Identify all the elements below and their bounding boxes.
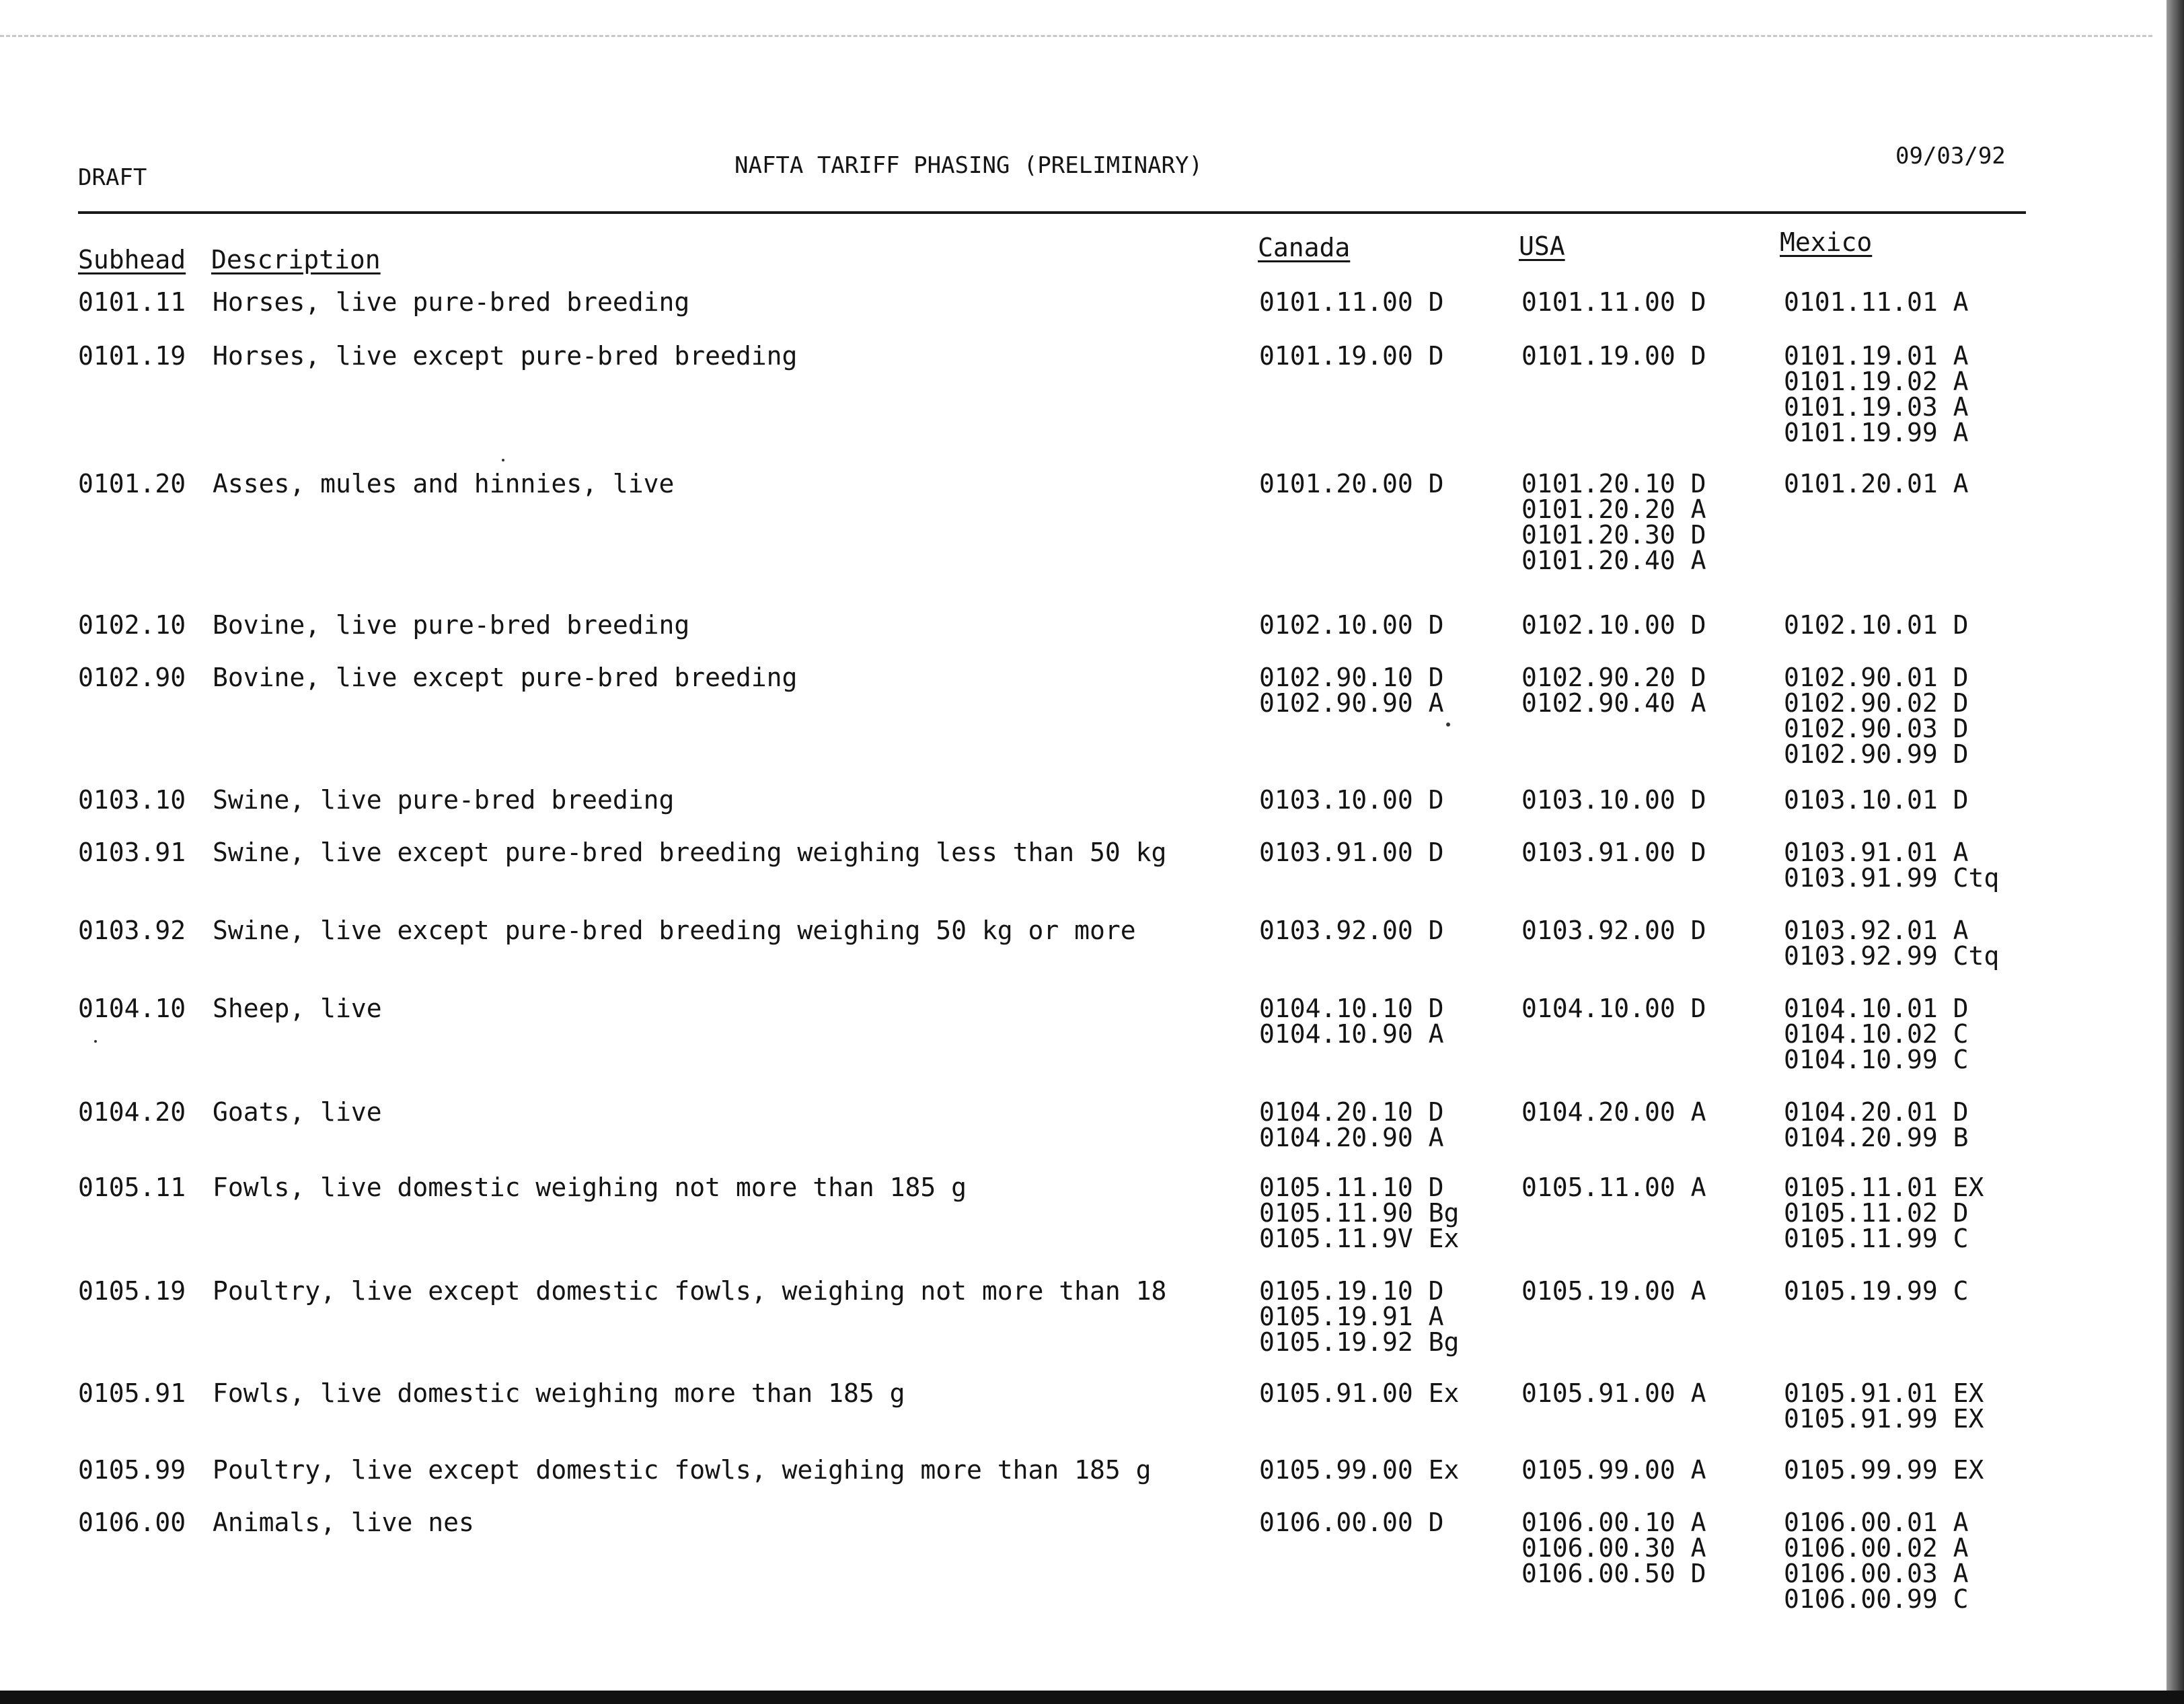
mexico-tariff-code: 0106.00.99 C — [1784, 1584, 1969, 1614]
usa-codes-cell — [1521, 1099, 1784, 1125]
table-row — [78, 1457, 2039, 1483]
canada-tariff-code: 0105.91.00 Ex — [1259, 1378, 1460, 1408]
usa-codes-cell — [1521, 787, 1784, 813]
description-cell: Asses, mules and hinnies, live — [213, 469, 675, 498]
usa-codes-cell — [1521, 343, 1784, 369]
document-title: NAFTA TARIFF PHASING (PRELIMINARY) — [735, 152, 1203, 179]
canada-codes-cell — [1259, 996, 1521, 1047]
subhead-cell: 0102.10 — [78, 610, 186, 640]
mexico-codes-cell — [1784, 1175, 2039, 1251]
scan-speck — [1446, 723, 1450, 727]
subhead-cell: 0104.20 — [78, 1097, 186, 1127]
mexico-tariff-code: 0102.90.03 D — [1784, 714, 1969, 743]
mexico-tariff-code: 0101.19.02 A — [1784, 367, 1969, 396]
mexico-tariff-code: 0101.11.01 A — [1784, 287, 1969, 317]
usa-tariff-code: 0101.20.20 A — [1521, 494, 1706, 524]
usa-tariff-code: 0104.10.00 D — [1521, 994, 1706, 1023]
header-rule — [78, 211, 2026, 214]
description-cell: Horses, live except pure-bred breeding — [213, 341, 798, 371]
scan-artifact-line — [0, 35, 2152, 37]
usa-codes-cell — [1521, 1175, 1784, 1200]
description-cell: Horses, live pure-bred breeding — [213, 287, 690, 317]
canada-codes-cell — [1259, 1099, 1521, 1150]
table-row — [78, 918, 2039, 969]
table-row — [78, 787, 2039, 813]
table-row — [78, 612, 2039, 638]
mexico-codes-cell — [1784, 840, 2039, 891]
usa-tariff-code: 0106.00.30 A — [1521, 1533, 1706, 1563]
usa-codes-cell — [1521, 918, 1784, 943]
mexico-tariff-code: 0101.19.03 A — [1784, 392, 1969, 422]
table-row — [78, 1510, 2039, 1612]
canada-tariff-code: 0102.90.10 D — [1259, 663, 1444, 692]
canada-tariff-code: 0105.11.9V Ex — [1259, 1224, 1460, 1253]
canada-tariff-code: 0102.90.90 A — [1259, 688, 1444, 718]
mexico-tariff-code: 0103.91.99 Ctq — [1784, 863, 2000, 893]
usa-tariff-code: 0103.91.00 D — [1521, 838, 1706, 867]
mexico-tariff-code: 0103.92.99 Ctq — [1784, 941, 2000, 971]
canada-tariff-code: 0104.20.90 A — [1259, 1123, 1444, 1152]
mexico-tariff-code: 0101.20.01 A — [1784, 469, 1969, 498]
mexico-codes-cell — [1784, 996, 2039, 1072]
canada-tariff-code: 0104.10.90 A — [1259, 1019, 1444, 1049]
subhead-cell: 0103.92 — [78, 916, 186, 945]
column-header-subhead: Subhead — [78, 245, 186, 274]
description-cell: Fowls, live domestic weighing not more than 185 g — [213, 1173, 967, 1202]
mexico-codes-cell — [1784, 343, 2039, 445]
canada-tariff-code: 0106.00.00 D — [1259, 1508, 1444, 1537]
mexico-tariff-code: 0106.00.01 A — [1784, 1508, 1969, 1537]
page-edge-shadow — [2167, 0, 2184, 1704]
canada-codes-cell — [1259, 343, 1521, 369]
canada-tariff-code: 0105.19.10 D — [1259, 1276, 1444, 1306]
usa-tariff-code: 0103.10.00 D — [1521, 785, 1706, 815]
mexico-tariff-code: 0103.10.01 D — [1784, 785, 1969, 815]
canada-tariff-code: 0105.11.10 D — [1259, 1173, 1444, 1202]
mexico-codes-cell — [1784, 1457, 2039, 1483]
table-row — [78, 996, 2039, 1072]
mexico-tariff-code: 0105.19.99 C — [1784, 1276, 1969, 1306]
canada-codes-cell — [1259, 289, 1521, 315]
description-cell: Poultry, live except domestic fowls, weighing not more than 18 — [213, 1276, 1167, 1306]
usa-codes-cell — [1521, 612, 1784, 638]
canada-tariff-code: 0102.10.00 D — [1259, 610, 1444, 640]
subhead-cell: 0103.10 — [78, 785, 186, 815]
canada-codes-cell — [1259, 918, 1521, 943]
scan-speck — [94, 1040, 97, 1043]
usa-tariff-code: 0102.90.20 D — [1521, 663, 1706, 692]
mexico-tariff-code: 0105.11.02 D — [1784, 1198, 1969, 1228]
canada-tariff-code: 0105.19.92 Bg — [1259, 1327, 1460, 1357]
canada-tariff-code: 0105.19.91 A — [1259, 1302, 1444, 1331]
table-row — [78, 840, 2039, 891]
usa-tariff-code: 0102.90.40 A — [1521, 688, 1706, 718]
mexico-codes-cell — [1784, 612, 2039, 638]
mexico-codes-cell — [1784, 787, 2039, 813]
table-row — [78, 343, 2039, 445]
usa-tariff-code: 0101.19.00 D — [1521, 341, 1706, 371]
usa-codes-cell — [1521, 840, 1784, 865]
usa-tariff-code: 0101.11.00 D — [1521, 287, 1706, 317]
subhead-cell: 0105.11 — [78, 1173, 186, 1202]
canada-codes-cell — [1259, 612, 1521, 638]
usa-codes-cell — [1521, 1278, 1784, 1304]
mexico-tariff-code: 0104.10.01 D — [1784, 994, 1969, 1023]
mexico-tariff-code: 0102.10.01 D — [1784, 610, 1969, 640]
mexico-codes-cell — [1784, 1099, 2039, 1150]
usa-tariff-code: 0106.00.10 A — [1521, 1508, 1706, 1537]
subhead-cell: 0105.99 — [78, 1455, 186, 1485]
column-header-mexico: Mexico — [1780, 227, 1873, 257]
mexico-tariff-code: 0104.20.01 D — [1784, 1097, 1969, 1127]
usa-tariff-code: 0103.92.00 D — [1521, 916, 1706, 945]
canada-tariff-code: 0101.19.00 D — [1259, 341, 1444, 371]
canada-tariff-code: 0103.91.00 D — [1259, 838, 1444, 867]
description-cell: Animals, live nes — [213, 1508, 474, 1537]
usa-codes-cell — [1521, 289, 1784, 315]
description-cell: Bovine, live pure-bred breeding — [213, 610, 690, 640]
canada-codes-cell — [1259, 1457, 1521, 1483]
description-cell: Swine, live except pure-bred breeding weighing 50 kg or more — [213, 916, 1136, 945]
mexico-codes-cell — [1784, 471, 2039, 496]
column-header-canada: Canada — [1258, 233, 1351, 262]
subhead-cell: 0105.19 — [78, 1276, 186, 1306]
description-cell: Goats, live — [213, 1097, 382, 1127]
description-cell: Poultry, live except domestic fowls, weighing more than 185 g — [213, 1455, 1152, 1485]
mexico-tariff-code: 0102.90.99 D — [1784, 739, 1969, 769]
subhead-cell: 0102.90 — [78, 663, 186, 692]
usa-tariff-code: 0105.91.00 A — [1521, 1378, 1706, 1408]
canada-tariff-code: 0105.11.90 Bg — [1259, 1198, 1460, 1228]
canada-tariff-code: 0104.10.10 D — [1259, 994, 1444, 1023]
usa-tariff-code: 0105.19.00 A — [1521, 1276, 1706, 1306]
canada-codes-cell — [1259, 1278, 1521, 1355]
subhead-cell: 0101.11 — [78, 287, 186, 317]
mexico-codes-cell — [1784, 918, 2039, 969]
mexico-tariff-code: 0103.92.01 A — [1784, 916, 1969, 945]
usa-codes-cell — [1521, 1457, 1784, 1483]
mexico-tariff-code: 0105.11.01 EX — [1784, 1173, 1984, 1202]
table-row — [78, 289, 2039, 315]
table-row — [78, 1099, 2039, 1150]
usa-tariff-code: 0101.20.40 A — [1521, 546, 1706, 575]
table-row — [78, 471, 2039, 573]
mexico-tariff-code: 0104.20.99 B — [1784, 1123, 1969, 1152]
canada-tariff-code: 0101.20.00 D — [1259, 469, 1444, 498]
mexico-tariff-code: 0101.19.99 A — [1784, 418, 1969, 447]
subhead-cell: 0104.10 — [78, 994, 186, 1023]
column-header-usa: USA — [1519, 231, 1565, 261]
column-header-description: Description — [211, 245, 381, 274]
canada-codes-cell — [1259, 665, 1521, 716]
usa-codes-cell — [1521, 665, 1784, 716]
draft-label: DRAFT — [78, 164, 147, 191]
canada-codes-cell — [1259, 1175, 1521, 1251]
table-row — [78, 1278, 2039, 1355]
usa-tariff-code: 0104.20.00 A — [1521, 1097, 1706, 1127]
subhead-cell: 0105.91 — [78, 1378, 186, 1408]
canada-codes-cell — [1259, 1380, 1521, 1406]
canada-tariff-code: 0103.10.00 D — [1259, 785, 1444, 815]
canada-codes-cell — [1259, 1510, 1521, 1535]
mexico-tariff-code: 0105.91.01 EX — [1784, 1378, 1984, 1408]
description-cell: Swine, live pure-bred breeding — [213, 785, 675, 815]
canada-tariff-code: 0101.11.00 D — [1259, 287, 1444, 317]
table-row — [78, 1380, 2039, 1432]
scan-speck — [502, 459, 504, 461]
subhead-cell: 0101.19 — [78, 341, 186, 371]
usa-codes-cell — [1521, 1510, 1784, 1586]
mexico-tariff-code: 0104.10.99 C — [1784, 1045, 1969, 1074]
mexico-tariff-code: 0101.19.01 A — [1784, 341, 1969, 371]
usa-tariff-code: 0105.11.00 A — [1521, 1173, 1706, 1202]
mexico-tariff-code: 0105.91.99 EX — [1784, 1404, 1984, 1434]
usa-tariff-code: 0101.20.30 D — [1521, 520, 1706, 550]
mexico-tariff-code: 0106.00.02 A — [1784, 1533, 1969, 1563]
usa-tariff-code: 0106.00.50 D — [1521, 1559, 1706, 1588]
mexico-codes-cell — [1784, 1380, 2039, 1432]
subhead-cell: 0103.91 — [78, 838, 186, 867]
description-cell: Swine, live except pure-bred breeding weighing less than 50 kg — [213, 838, 1167, 867]
document-date: 09/03/92 — [1895, 143, 2006, 170]
subhead-cell: 0106.00 — [78, 1508, 186, 1537]
usa-codes-cell — [1521, 471, 1784, 573]
usa-tariff-code: 0105.99.00 A — [1521, 1455, 1706, 1485]
table-row — [78, 665, 2039, 767]
canada-codes-cell — [1259, 840, 1521, 865]
mexico-codes-cell — [1784, 1510, 2039, 1612]
mexico-tariff-code: 0105.99.99 EX — [1784, 1455, 1984, 1485]
usa-codes-cell — [1521, 1380, 1784, 1406]
page-bottom-border — [0, 1691, 2184, 1704]
mexico-tariff-code: 0104.10.02 C — [1784, 1019, 1969, 1049]
mexico-tariff-code: 0102.90.01 D — [1784, 663, 1969, 692]
mexico-tariff-code: 0105.11.99 C — [1784, 1224, 1969, 1253]
mexico-codes-cell — [1784, 665, 2039, 767]
description-cell: Fowls, live domestic weighing more than 185 g — [213, 1378, 905, 1408]
usa-tariff-code: 0102.10.00 D — [1521, 610, 1706, 640]
mexico-tariff-code: 0102.90.02 D — [1784, 688, 1969, 718]
canada-tariff-code: 0103.92.00 D — [1259, 916, 1444, 945]
mexico-codes-cell — [1784, 1278, 2039, 1304]
subhead-cell: 0101.20 — [78, 469, 186, 498]
description-cell: Bovine, live except pure-bred breeding — [213, 663, 798, 692]
description-cell: Sheep, live — [213, 994, 382, 1023]
canada-codes-cell — [1259, 787, 1521, 813]
mexico-tariff-code: 0106.00.03 A — [1784, 1559, 1969, 1588]
canada-tariff-code: 0105.99.00 Ex — [1259, 1455, 1460, 1485]
usa-tariff-code: 0101.20.10 D — [1521, 469, 1706, 498]
mexico-tariff-code: 0103.91.01 A — [1784, 838, 1969, 867]
table-row — [78, 1175, 2039, 1251]
canada-codes-cell — [1259, 471, 1521, 496]
usa-codes-cell — [1521, 996, 1784, 1021]
canada-tariff-code: 0104.20.10 D — [1259, 1097, 1444, 1127]
mexico-codes-cell — [1784, 289, 2039, 315]
